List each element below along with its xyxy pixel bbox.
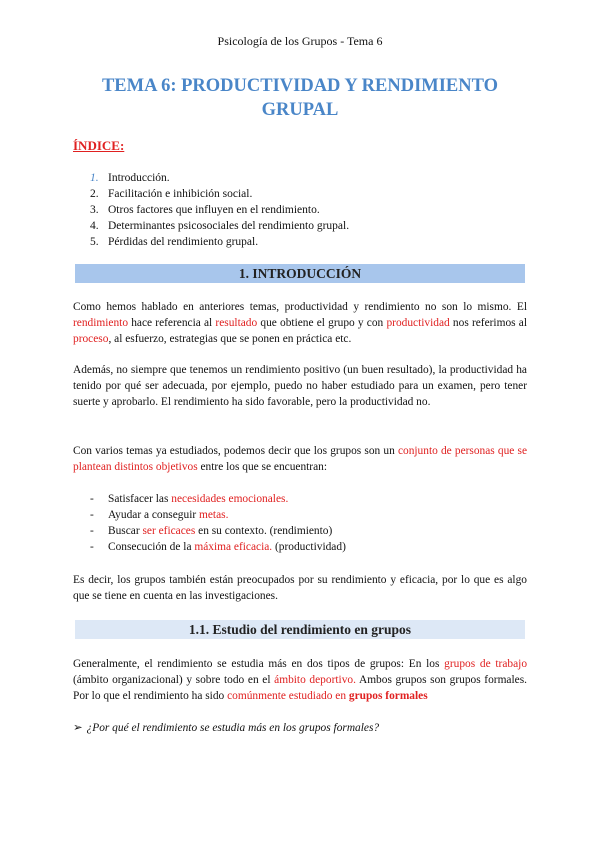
list-dash: - — [90, 509, 94, 521]
document-title — [60, 74, 540, 122]
title-line-1: TEMA 6: PRODUCTIVIDAD Y RENDIMIENTO — [101, 76, 499, 96]
paragraph-study — [73, 656, 527, 704]
toc-item — [90, 202, 349, 218]
toc-item — [90, 218, 349, 234]
paragraph-groups — [73, 443, 527, 475]
paragraph-conclusion: Es decir, los grupos también están preocupados por su rendimiento y eficacia, por lo que es algo que se tiene en cuenta en las investigaciones. — [73, 574, 527, 602]
highlight-comunmente: comúnmente estudiado en — [227, 690, 349, 702]
table-of-contents — [90, 170, 349, 250]
text-run: (productividad) — [272, 541, 346, 553]
toc-item — [90, 186, 349, 202]
list-item — [90, 491, 346, 507]
objectives-list — [90, 491, 346, 555]
text-run: nos referimos al — [449, 317, 527, 329]
section-heading-introduccion: 1. INTRODUCCIÓN — [75, 264, 525, 283]
text-run: (ámbito organizacional) y sobre todo en el — [73, 674, 275, 686]
toc-item-number: 5. — [90, 236, 99, 248]
toc-item-number: 2. — [90, 188, 99, 200]
text-run: Buscar — [108, 525, 143, 537]
toc-item-text: Otros factores que influyen en el rendimiento. — [108, 204, 320, 216]
highlight: metas. — [199, 509, 229, 521]
highlight-grupos-formales: grupos formales — [348, 690, 428, 702]
highlight-resultado: resultado — [215, 317, 258, 329]
highlight-ambito-deportivo: ámbito deportivo. — [274, 674, 356, 686]
list-item — [90, 523, 346, 539]
question-text: ¿Por qué el rendimiento se estudia más en los grupos formales? — [86, 722, 380, 734]
highlight-grupos-trabajo: grupos de trabajo — [444, 658, 528, 670]
toc-item-text: Determinantes psicosociales del rendimiento grupal. — [108, 220, 350, 232]
paragraph-example: Además, no siempre que tenemos un rendimiento positivo (un buen resultado), la productividad ha tenido por qué ser adecuada, por ejemplo, puedo no haber estudiado para un examen, pero tener suerte y aprobarlo. El rendimiento ha sido favorable, pero la productividad no. — [73, 364, 527, 408]
text-run: Satisfacer las — [108, 493, 172, 505]
toc-item-text: Facilitación e inhibición social. — [108, 188, 253, 200]
toc-item-text: Pérdidas del rendimiento grupal. — [108, 236, 259, 248]
text-run: Consecución de la — [108, 541, 195, 553]
toc-item-number: 4. — [90, 220, 99, 232]
highlight: ser eficaces — [142, 525, 196, 537]
highlight: máxima eficacia. — [194, 541, 273, 553]
title-line-2: GRUPAL — [261, 100, 339, 120]
text-run: Ambos grupos son grupos formales. Por lo que el rendimiento ha sido — [73, 674, 527, 702]
index-heading: ÍNDICE: — [73, 138, 125, 153]
text-run: hace referencia al — [128, 317, 216, 329]
toc-item — [90, 170, 349, 186]
toc-item-number: 1. — [90, 172, 99, 184]
highlight-rendimiento: rendimiento — [73, 317, 129, 329]
highlight-proceso: proceso — [73, 333, 109, 345]
text-run: Ayudar a conseguir — [108, 509, 199, 521]
toc-item-text: Introducción. — [108, 172, 170, 184]
text-run: , al esfuerzo, estrategias que se ponen en práctica etc. — [108, 333, 352, 345]
text-run: entre los que se encuentran: — [197, 461, 328, 473]
highlight-conjunto-personas: conjunto de personas que se plantean distintos objetivos — [73, 445, 528, 473]
paragraph-definitions — [73, 299, 527, 347]
highlight: necesidades emocionales. — [171, 493, 289, 505]
toc-item-number: 3. — [90, 204, 99, 216]
list-dash: - — [90, 541, 94, 553]
question-line — [73, 720, 379, 734]
text-run: Generalmente, el rendimiento se estudia más en dos tipos de grupos: En los — [73, 658, 445, 670]
section-heading-estudio: 1.1. Estudio del rendimiento en grupos — [75, 620, 525, 639]
highlight-productividad: productividad — [386, 317, 450, 329]
text-run: Con varios temas ya estudiados, podemos decir que los grupos son un — [73, 445, 398, 457]
list-dash: - — [90, 525, 94, 537]
list-item — [90, 507, 346, 523]
text-run: que obtiene el grupo y con — [257, 317, 387, 329]
text-run: Como hemos hablado en anteriores temas, productividad y rendimiento no son lo mismo. El — [73, 301, 527, 313]
arrow-icon: ➢ — [73, 722, 83, 734]
list-item — [90, 539, 346, 555]
page-header: Psicología de los Grupos - Tema 6 — [217, 34, 383, 48]
list-dash: - — [90, 493, 94, 505]
text-run: en su contexto. (rendimiento) — [195, 525, 333, 537]
toc-item — [90, 234, 349, 250]
